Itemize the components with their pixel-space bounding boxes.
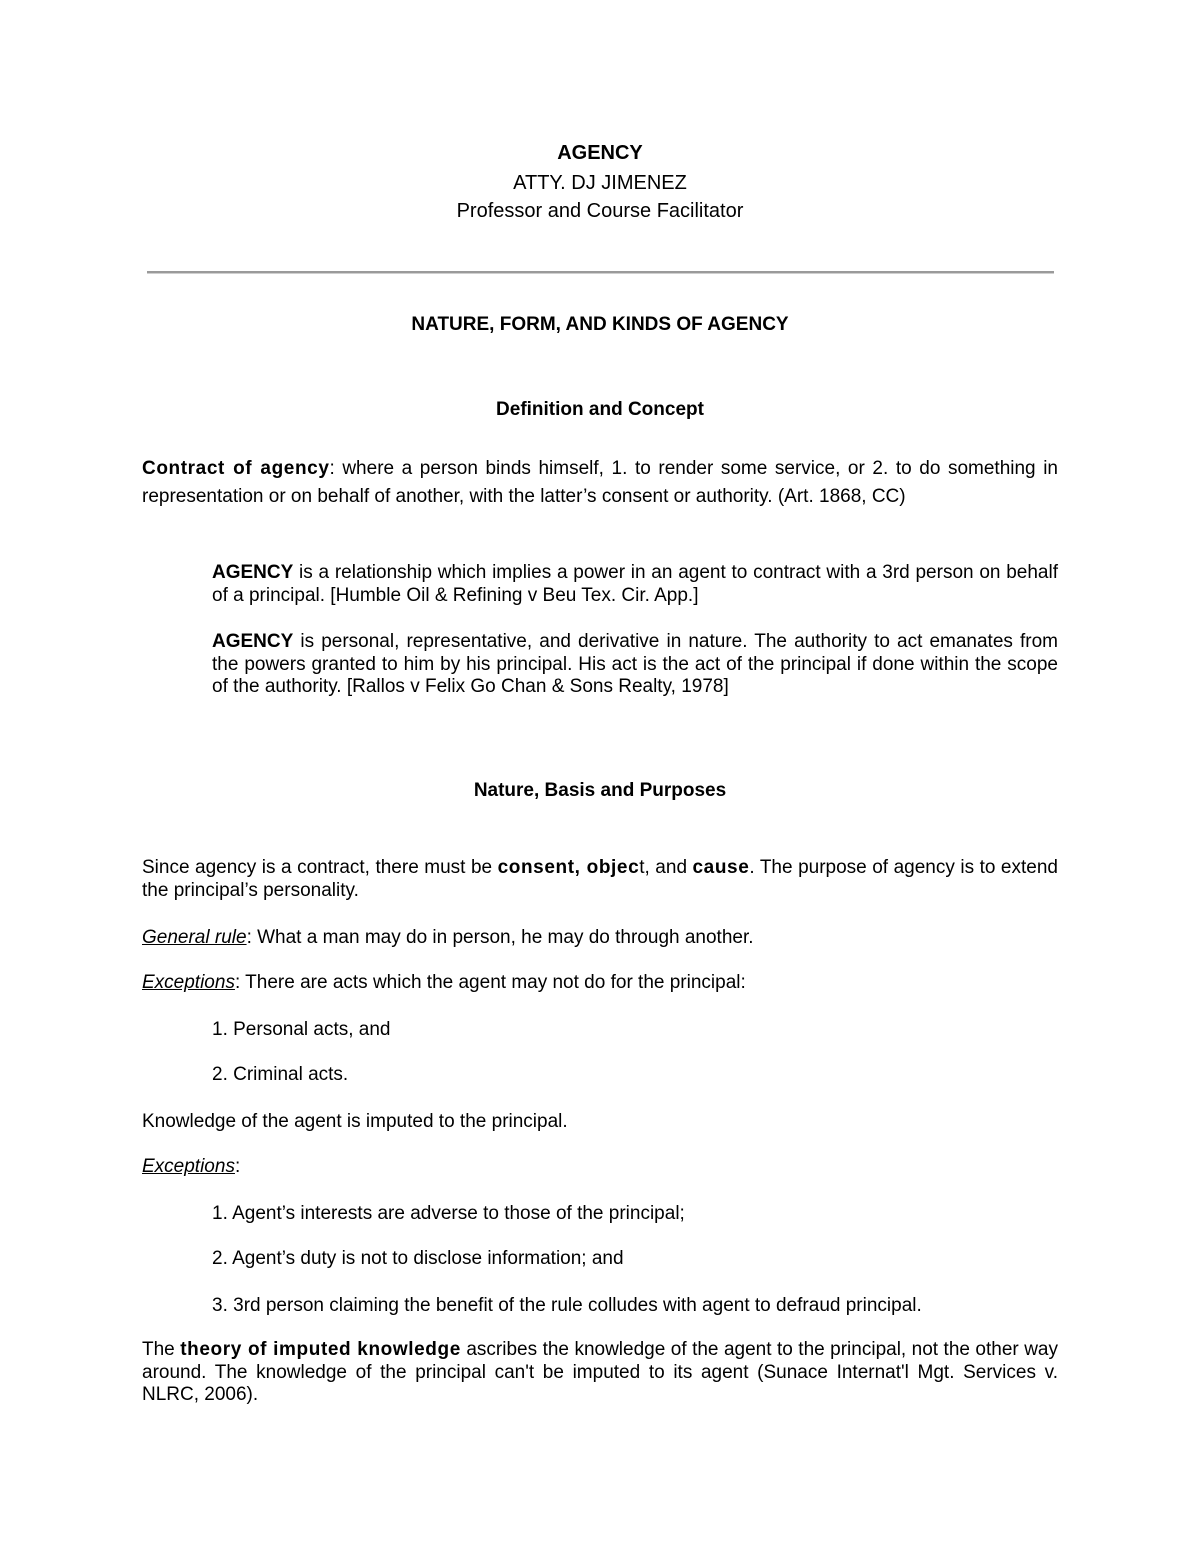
paragraph-agency-relationship (212, 562, 1058, 607)
exceptions-label: Exceptions (142, 972, 235, 993)
bold-consent-object: consent, objec (497, 857, 640, 878)
term-contract-of-agency: Contract of agency (142, 458, 330, 479)
text-fragment: t, and (639, 857, 693, 878)
text-contract-of-agency: : where a person binds himself, 1. to render some service, or 2. to do something in representation or on behalf of another, with the latter’s consent or authority. (Art. 1868, CC) (142, 458, 1058, 507)
exceptions-line (142, 971, 746, 995)
term-agency: AGENCY (212, 631, 294, 652)
general-rule-line (142, 926, 754, 950)
author-role: Professor and Course Facilitator (456, 200, 744, 222)
main-heading: NATURE, FORM, AND KINDS OF AGENCY (411, 314, 789, 335)
paragraph-contract-of-agency (142, 455, 1058, 511)
paragraph-agency-nature (212, 631, 1058, 699)
list-item: 1. Personal acts, and (212, 1019, 391, 1040)
text-agency-relationship: is a relationship which implies a power in an agent to contract with a 3rd person on behalf of a principal. [Humble Oil & Refining v Beu Tex. Cir. App.] (212, 562, 1058, 606)
text-fragment: Since agency is a contract, there must be (142, 857, 498, 878)
bold-theory-of-imputed-knowledge: theory of imputed knowledge (180, 1339, 461, 1360)
general-rule-label: General rule (142, 927, 247, 948)
exceptions-line (142, 1155, 240, 1179)
section-heading-definition: Definition and Concept (496, 399, 704, 420)
text-fragment: The (142, 1339, 181, 1360)
horizontal-divider (147, 271, 1054, 274)
section-heading-nature-basis: Nature, Basis and Purposes (473, 780, 727, 801)
knowledge-line: Knowledge of the agent is imputed to the principal. (142, 1111, 568, 1132)
general-rule-text: : What a man may do in person, he may do through another. (246, 927, 754, 948)
paragraph-since-agency (142, 857, 1058, 902)
exceptions-text: : (234, 1156, 241, 1177)
text-fragment: ascribes the knowledge of the agent to the principal, not the other way around. The knowledge of the principal can't be imputed to its agent (Sunace Internat'l Mgt. Services v. NLRC, 2006). (142, 1339, 1058, 1405)
list-item: 1. Agent’s interests are adverse to those of the principal; (212, 1203, 685, 1224)
document-title: AGENCY (557, 142, 643, 164)
term-agency: AGENCY (212, 562, 294, 583)
author-name: ATTY. DJ JIMENEZ (513, 172, 687, 194)
list-item: 3. 3rd person claiming the benefit of the rule colludes with agent to defraud principal. (212, 1295, 922, 1316)
text-agency-nature: is personal, representative, and derivative in nature. The authority to act emanates from the powers granted to him by his principal. His act is the act of the principal if done within the scope of the authority. [Rallos v Felix Go Chan & Sons Realty, 1978] (212, 631, 1058, 697)
list-item: 2. Criminal acts. (212, 1064, 349, 1085)
bold-cause: cause (692, 857, 750, 878)
exceptions-text: : There are acts which the agent may not do for the principal: (234, 972, 746, 993)
paragraph-imputed-knowledge (142, 1339, 1058, 1407)
exceptions-label: Exceptions (142, 1156, 235, 1177)
text-fragment: . The purpose of agency is to extend the principal’s personality. (142, 857, 1058, 901)
list-item: 2. Agent’s duty is not to disclose information; and (212, 1248, 624, 1269)
